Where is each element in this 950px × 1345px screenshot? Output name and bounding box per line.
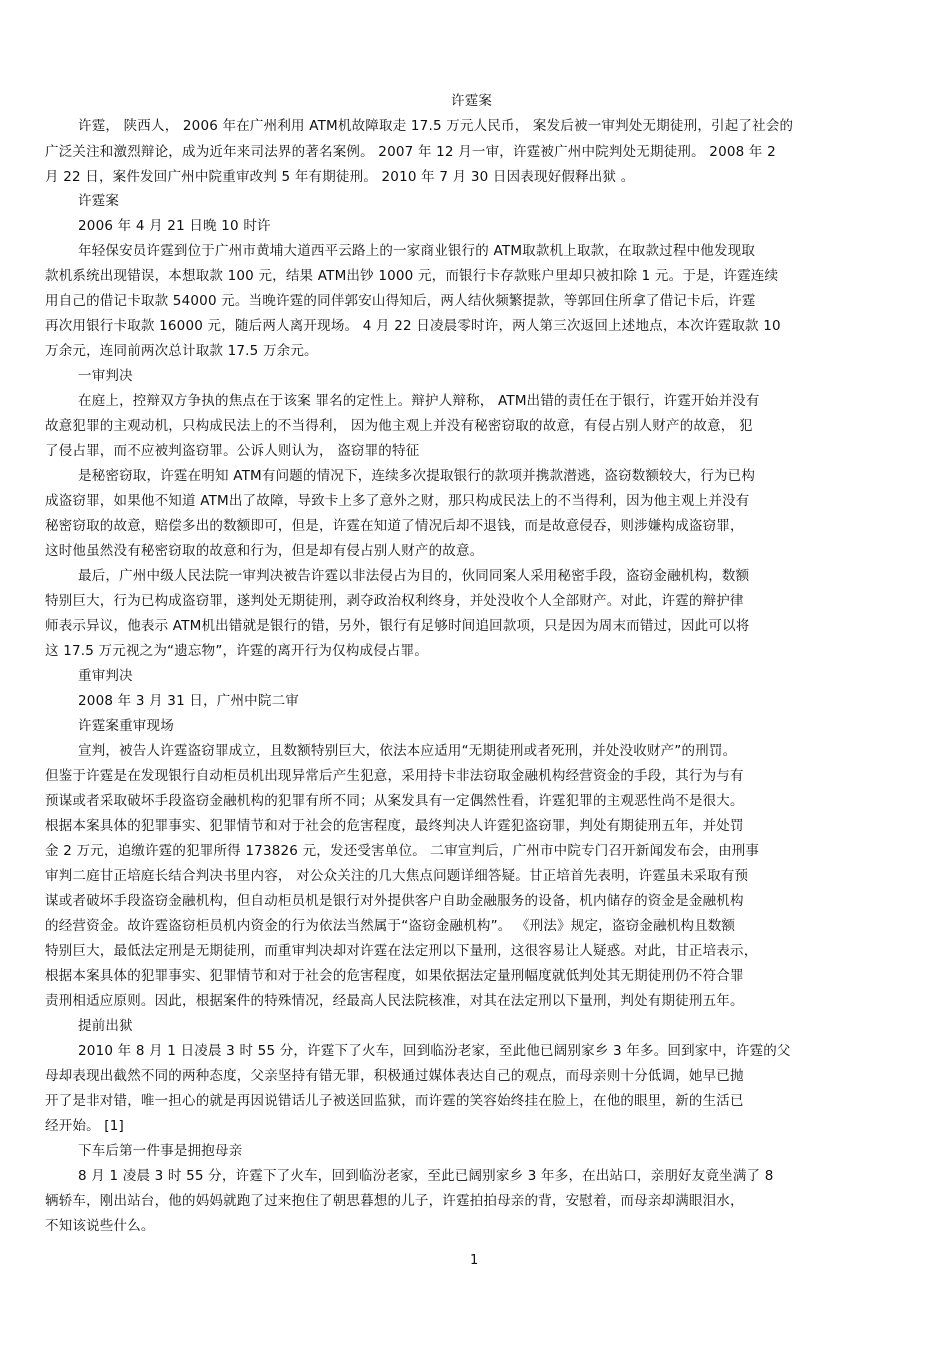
paragraph-line: 责刑相适应原则。因此，根据案件的特殊情况，经最高人民法院核准，对其在法定刑以下量刑，判处有期徒刑五年。 — [45, 993, 744, 1009]
paragraph-line: 再次用银行卡取款 16000 元，随后两人离开现场。 4 月 22 日凌晨零时许，两人第三次返回上述地点，本次许霆取款 10 — [45, 318, 781, 334]
paragraph-line: 母却表现出截然不同的两种态度，父亲坚持有错无罪，积极通过媒体表达自己的观点，而母亲则十分低调，她早已抛 — [45, 1068, 744, 1084]
section-heading: 提前出狱 — [78, 1018, 133, 1034]
subheading: 下车后第一件事是拥抱母亲 — [78, 1143, 243, 1159]
paragraph-line: 秘密窃取的故意，赔偿多出的数额即可，但是，许霆在知道了情况后却不退钱，而是故意侵吞，则涉嫌构成盗窃罪， — [45, 518, 744, 534]
paragraph-line: 2010 年 8 月 1 日凌晨 3 时 55 分，许霆下了火车，回到临汾老家，至此他已阔别家乡 3 年多。回到家中，许霆的父 — [78, 1043, 791, 1059]
paragraph-line: 的经营资金。故许霆盗窃柜员机内资金的行为依法当然属于“盗窃金融机构”。 《刑法》规定，盗窃金融机构且数额 — [45, 918, 736, 934]
paragraph-line: 故意犯罪的主观动机，只构成民法上的不当得利， 因为他主观上并没有秘密窃取的故意，有侵占别人财产的故意， 犯 — [45, 418, 753, 434]
paragraph-line: 年轻保安员许霆到位于广州市黄埔大道西平云路上的一家商业银行的 ATM取款机上取款，在取款过程中他发现取 — [78, 243, 756, 259]
date-line: 2008 年 3 月 31 日，广州中院二审 — [78, 693, 299, 709]
paragraph-line: 8 月 1 凌晨 3 时 55 分，许霆下了火车，回到临汾老家，至此已阔别家乡 3 年多，在出站口，亲朋好友竟坐满了 8 — [78, 1168, 774, 1184]
page-title: 许霆案 — [451, 93, 493, 109]
paragraph-line: 在庭上，控辩双方争执的焦点在于该案 罪名的定性上。辩护人辩称， ATM出错的责任在于银行，许霆开始并没有 — [78, 393, 760, 409]
paragraph-line: 广泛关注和激烈辩论，成为近年来司法界的著名案例。 2007 年 12 月一审，许霆被广州中院判处无期徒刑。 2008 年 2 — [45, 144, 776, 160]
date-line: 2006 年 4 月 21 日晚 10 时许 — [78, 218, 271, 234]
paragraph-line: 用自己的借记卡取款 54000 元。当晚许霆的同伴郭安山得知后，两人结伙频繁提款，等郭回住所拿了借记卡后，许霆 — [45, 293, 756, 309]
paragraph-line: 预谋或者采取破坏手段盗窃金融机构的犯罪有所不同；从案发具有一定偶然性看，许霆犯罪的主观恶性尚不是很大。 — [45, 793, 744, 809]
paragraph-line: 特别巨大，行为已构成盗窃罪，遂判处无期徒刑，剥夺政治权利终身，并处没收个人全部财产。对此，许霆的辩护律 — [45, 593, 744, 609]
paragraph-line: 月 22 日，案件发回广州中院重审改判 5 年有期徒刑。 2010 年 7 月 30 日因表现好假释出狱 。 — [45, 169, 635, 185]
paragraph-line: 辆轿车，刚出站台，他的妈妈就跑了过来抱住了朝思暮想的儿子，许霆拍拍母亲的背，安慰着，而母亲却满眼泪水， — [45, 1193, 744, 1209]
paragraph-line: 谋或者破坏手段盗窃金融机构，但自动柜员机是银行对外提供客户自助金融服务的设备，机内储存的资金是金融机构 — [45, 893, 744, 909]
paragraph-line: 宣判，被告人许霆盗窃罪成立，且数额特别巨大，依法本应适用“无期徒刑或者死刑，并处没收财产”的刑罚。 — [78, 743, 737, 759]
section-heading: 一审判决 — [78, 368, 133, 384]
paragraph-line: 但鉴于许霆是在发现银行自动柜员机出现异常后产生犯意，采用持卡非法窃取金融机构经营资金的手段，其行为与有 — [45, 768, 744, 784]
paragraph-line: 审判二庭甘正培庭长结合判决书里内容， 对公众关注的几大焦点问题详细答疑。甘正培首先表明，许霆虽未采取有预 — [45, 868, 749, 884]
paragraph-line: 特别巨大，最低法定刑是无期徒刑，而重审判决却对许霆在法定刑以下量刑，这很容易让人疑惑。对此，甘正培表示， — [45, 943, 758, 959]
paragraph-line: 是秘密窃取，许霆在明知 ATM有问题的情况下，连续多次提取银行的款项并携款潜逃，盗窃数额较大，行为已构 — [78, 468, 756, 484]
paragraph-line: 师表示异议，他表示 ATM机出错就是银行的错，另外，银行有足够时间追回款项，只是因为周末而错过，因此可以将 — [45, 618, 750, 634]
section-heading: 重审判决 — [78, 668, 133, 684]
paragraph-line: 了侵占罪，而不应被判盗窃罪。公诉人则认为， 盗窃罪的特征 — [45, 443, 420, 459]
paragraph-line: 款机系统出现错误，本想取款 100 元，结果 ATM出钞 1000 元，而银行卡存款账户里却只被扣除 1 元。于是，许霆连续 — [45, 268, 779, 284]
paragraph-line: 成盗窃罪，如果他不知道 ATM出了故障，导致卡上多了意外之财，那只构成民法上的不当得利，因为他主观上并没有 — [45, 493, 750, 509]
paragraph-line: 经开始。 [1] — [45, 1118, 125, 1134]
paragraph-line: 不知该说些什么。 — [45, 1218, 155, 1234]
paragraph-line: 许霆， 陕西人， 2006 年在广州利用 ATM机故障取走 17.5 万元人民币， 案发后被一审判处无期徒刑，引起了社会的 — [78, 118, 794, 134]
paragraph-line: 最后，广州中级人民法院一审判决被告许霆以非法侵占为目的，伙同同案人采用秘密手段，盗窃金融机构，数额 — [78, 568, 750, 584]
paragraph-line: 万余元，连同前两次总计取款 17.5 万余元。 — [45, 343, 318, 359]
paragraph-line: 这时他虽然没有秘密窃取的故意和行为，但是却有侵占别人财产的故意。 — [45, 543, 484, 559]
section-heading: 许霆案 — [78, 193, 120, 209]
paragraph-line: 这 17.5 万元视之为“遗忘物”，许霆的离开行为仅构成侵占罪。 — [45, 643, 429, 659]
paragraph-line: 根据本案具体的犯罪事实、犯罪情节和对于社会的危害程度，如果依据法定量刑幅度就低判处其无期徒刑仍不符合罪 — [45, 968, 744, 984]
paragraph-line: 金 2 万元，追缴许霆的犯罪所得 173826 元，发还受害单位。 二审宣判后，广州市中院专门召开新闻发布会，由刑事 — [45, 843, 760, 859]
subheading: 许霆案重审现场 — [78, 718, 174, 734]
page-number: 1 — [470, 1253, 479, 1268]
paragraph-line: 根据本案具体的犯罪事实、犯罪情节和对于社会的危害程度，最终判决人许霆犯盗窃罪，判处有期徒刑五年，并处罚 — [45, 818, 744, 834]
paragraph-line: 开了是非对错，唯一担心的就是再因说错话儿子被送回监狱，而许霆的笑容始终挂在脸上，在他的眼里，新的生活已 — [45, 1093, 744, 1109]
